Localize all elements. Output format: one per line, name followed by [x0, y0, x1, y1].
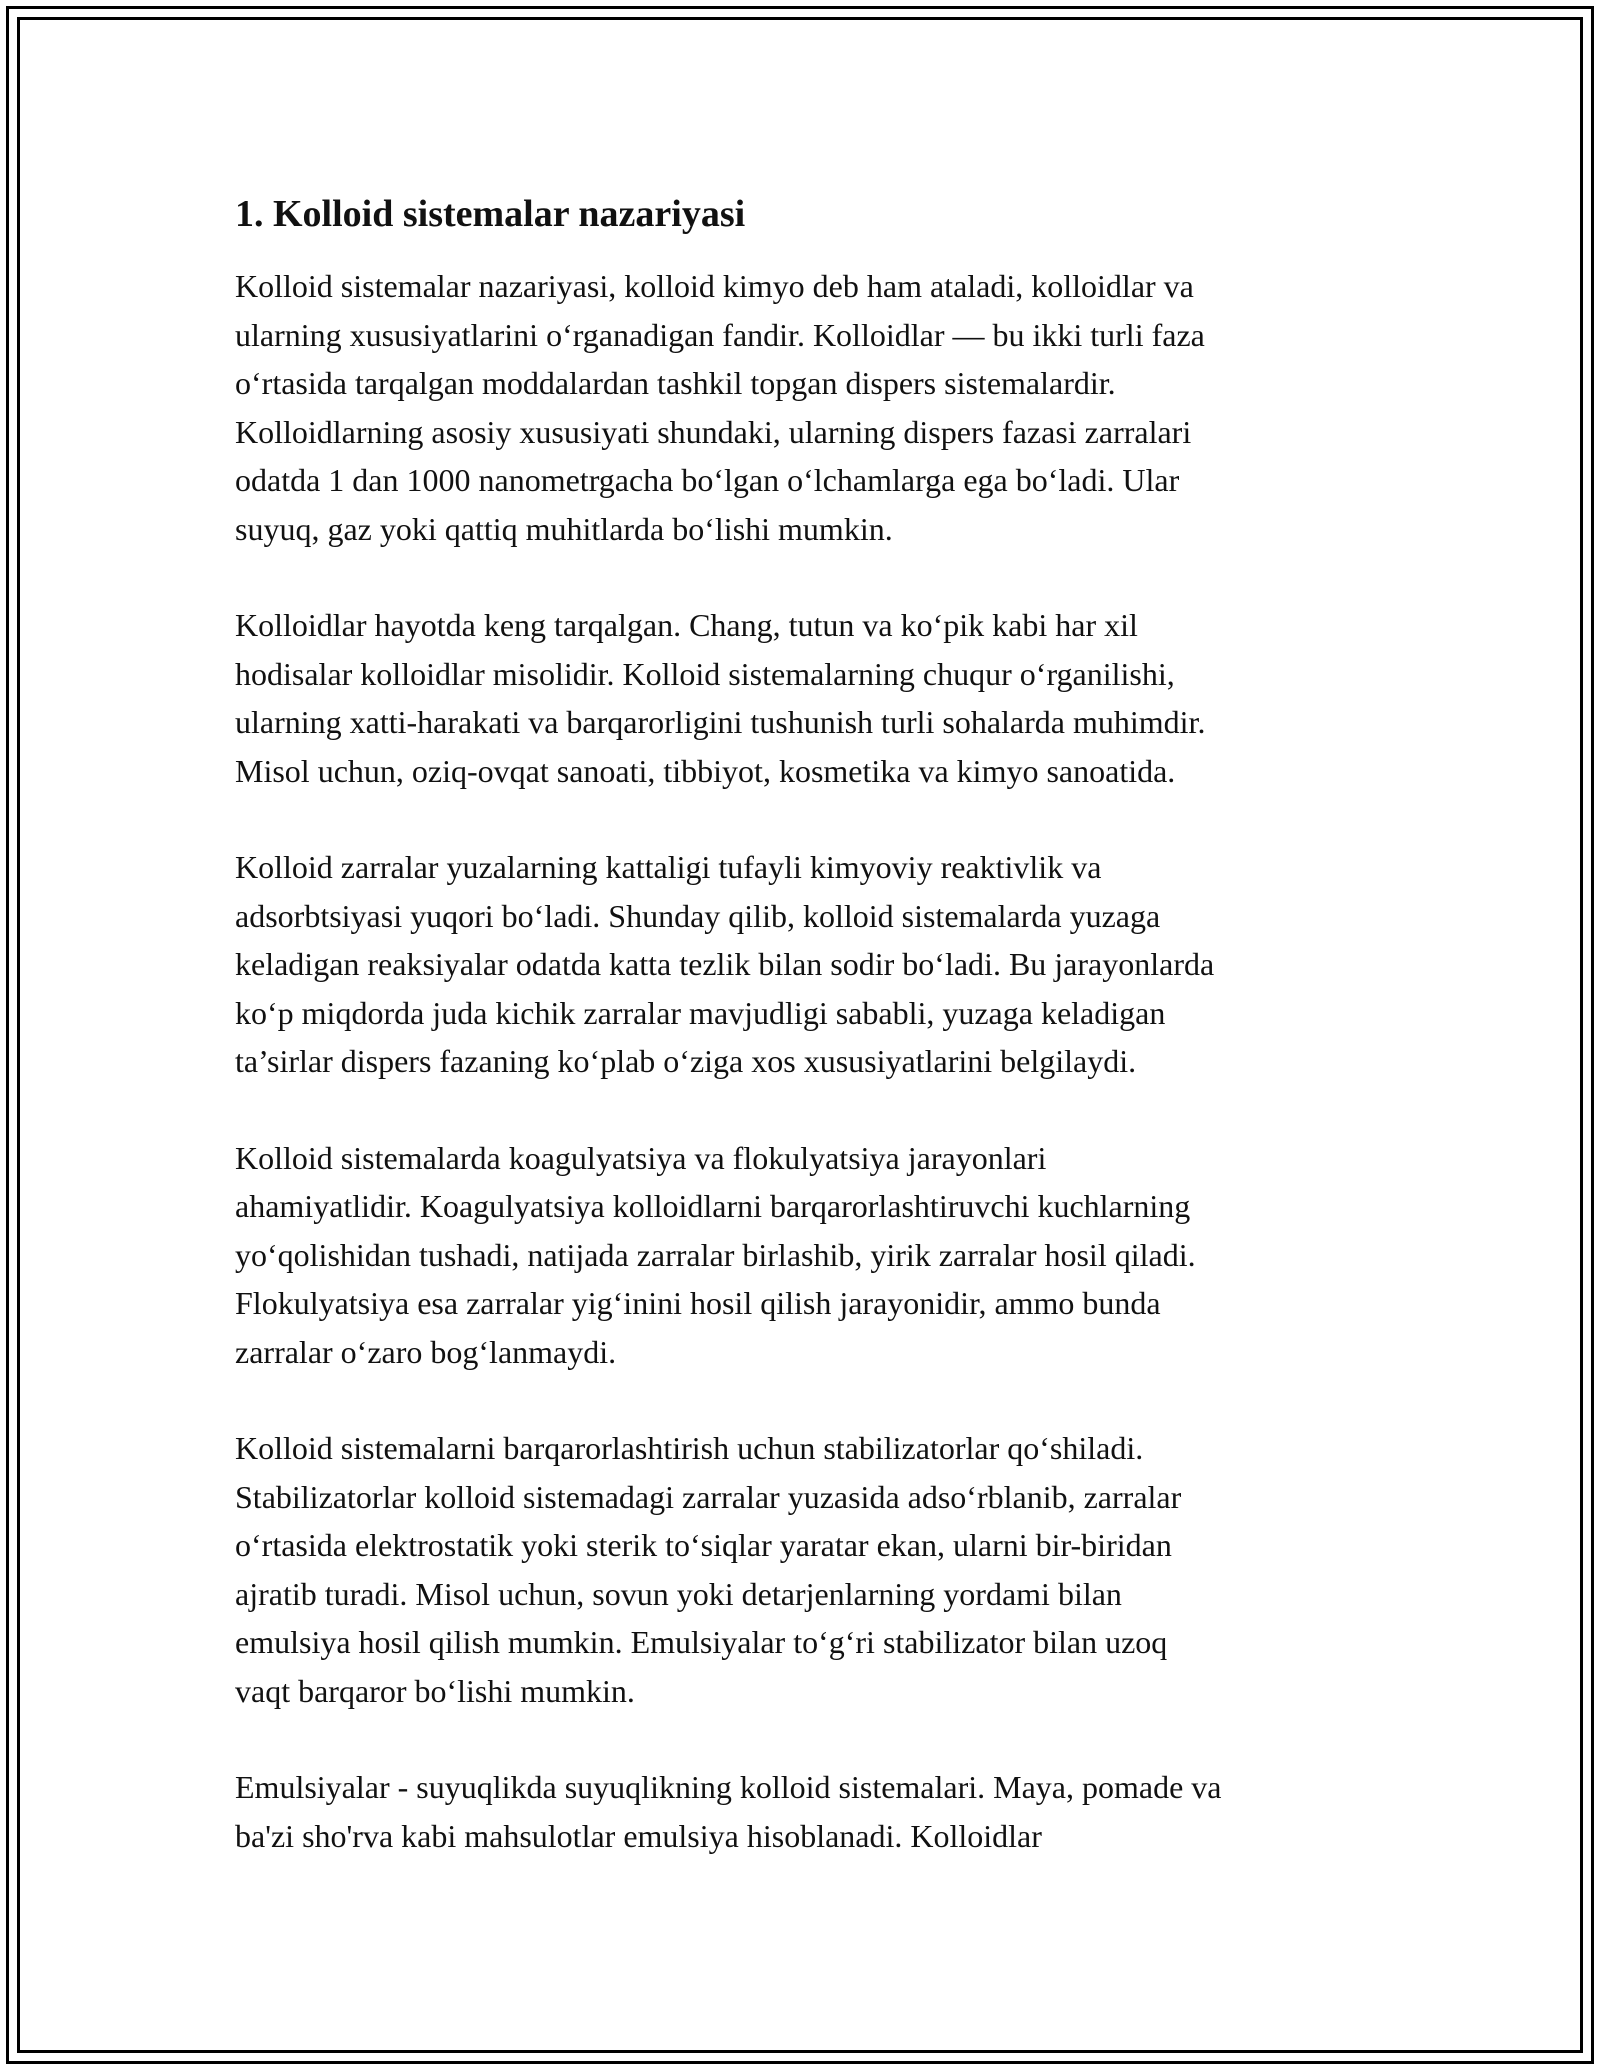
paragraph-line: ajratib turadi. Misol uchun, sovun yoki detarjenlarning yordami bilan — [235, 1575, 1122, 1612]
paragraph-line: odatda 1 dan 1000 nanometrgacha bo‘lgan o‘lchamlarga ega bo‘ladi. Ular — [235, 462, 1180, 498]
paragraph-line: Kolloid zarralar yuzalarning kattaligi tufayli kimyoviy reaktivlik va — [235, 849, 1102, 885]
paragraph-line: Kolloid sistemalarni barqarorlashtirish uchun stabilizatorlar qo‘shiladi. — [235, 1430, 1144, 1466]
paragraph-line: ta’sirlar dispers fazaning ko‘plab o‘ziga xos xususiyatlarini belgilaydi. — [235, 1043, 1137, 1079]
paragraph-line: adsorbtsiyasi yuqori bo‘ladi. Shunday qilib, kolloid sistemalarda yuzaga — [235, 897, 1161, 934]
paragraph-line: vaqt barqaror bo‘lishi mumkin. — [235, 1672, 635, 1709]
paragraph-line: ko‘p miqdorda juda kichik zarralar mavjudligi sababli, yuzaga keladigan — [235, 994, 1166, 1031]
paragraph-line: ularning xatti-harakati va barqarorligini tushunish turli sohalarda muhimdir. — [235, 704, 1206, 740]
paragraph-line: Stabilizatorlar kolloid sistemadagi zarralar yuzasida adso‘rblanib, zarralar — [235, 1478, 1182, 1515]
paragraph-line: Emulsiyalar - suyuqlikda suyuqlikning kolloid sistemalari. Maya, pomade va — [235, 1769, 1222, 1805]
section-heading: 1. Kolloid sistemalar nazariyasi — [235, 193, 746, 235]
paragraph-line: o‘rtasida elektrostatik yoki sterik to‘siqlar yaratar ekan, ularni bir-biridan — [235, 1527, 1172, 1563]
paragraph-line: Kolloidlarning asosiy xususiyati shundaki, ularning dispers fazasi zarralari — [235, 413, 1192, 450]
paragraph-line: Flokulyatsiya esa zarralar yig‘inini hosil qilish jarayonidir, ammo bunda — [235, 1285, 1161, 1321]
paragraph-line: yo‘qolishidan tushadi, natijada zarralar birlashib, yirik zarralar hosil qiladi. — [235, 1236, 1196, 1273]
paragraph-line: o‘rtasida tarqalgan moddalardan tashkil topgan dispers sistemalardir. — [235, 365, 1116, 401]
paragraph-line: ahamiyatlidir. Koagulyatsiya kolloidlarni barqarorlashtiruvchi kuchlarning — [235, 1188, 1191, 1224]
paragraph-line: ba'zi sho'rva kabi mahsulotlar emulsiya hisoblanadi. Kolloidlar — [235, 1817, 1042, 1854]
paragraph-line: ularning xususiyatlarini o‘rganadigan fandir. Kolloidlar — bu ikki turli faza — [235, 316, 1205, 353]
document-body — [235, 186, 1385, 1908]
paragraph-1 — [235, 262, 1385, 553]
paragraph-3 — [235, 843, 1385, 1086]
paragraph-line: Kolloid sistemalar nazariyasi, kolloid kimyo deb ham ataladi, kolloidlar va — [235, 268, 1194, 304]
paragraph-line: Kolloid sistemalarda koagulyatsiya va flokulyatsiya jarayonlari — [235, 1139, 1047, 1176]
paragraph-line: zarralar o‘zaro bog‘lanmaydi. — [235, 1333, 617, 1370]
paragraphs-container — [235, 262, 1385, 1860]
paragraph-line: emulsiya hosil qilish mumkin. Emulsiyalar to‘g‘ri stabilizator bilan uzoq — [235, 1624, 1168, 1660]
paragraph-6 — [235, 1763, 1385, 1860]
paragraph-line: suyuq, gaz yoki qattiq muhitlarda bo‘lishi mumkin. — [235, 510, 893, 547]
paragraph-line: Kolloidlar hayotda keng tarqalgan. Chang, tutun va ko‘pik kabi har xil — [235, 607, 1138, 643]
paragraph-5 — [235, 1424, 1385, 1715]
paragraph-4 — [235, 1134, 1385, 1377]
paragraph-line: hodisalar kolloidlar misolidir. Kolloid sistemalarning chuqur o‘rganilishi, — [235, 655, 1175, 692]
paragraph-line: Misol uchun, oziq-ovqat sanoati, tibbiyot, kosmetika va kimyo sanoatida. — [235, 752, 1176, 789]
paragraph-line: keladigan reaksiyalar odatda katta tezlik bilan sodir bo‘ladi. Bu jarayonlarda — [235, 946, 1215, 982]
paragraph-2 — [235, 601, 1385, 795]
